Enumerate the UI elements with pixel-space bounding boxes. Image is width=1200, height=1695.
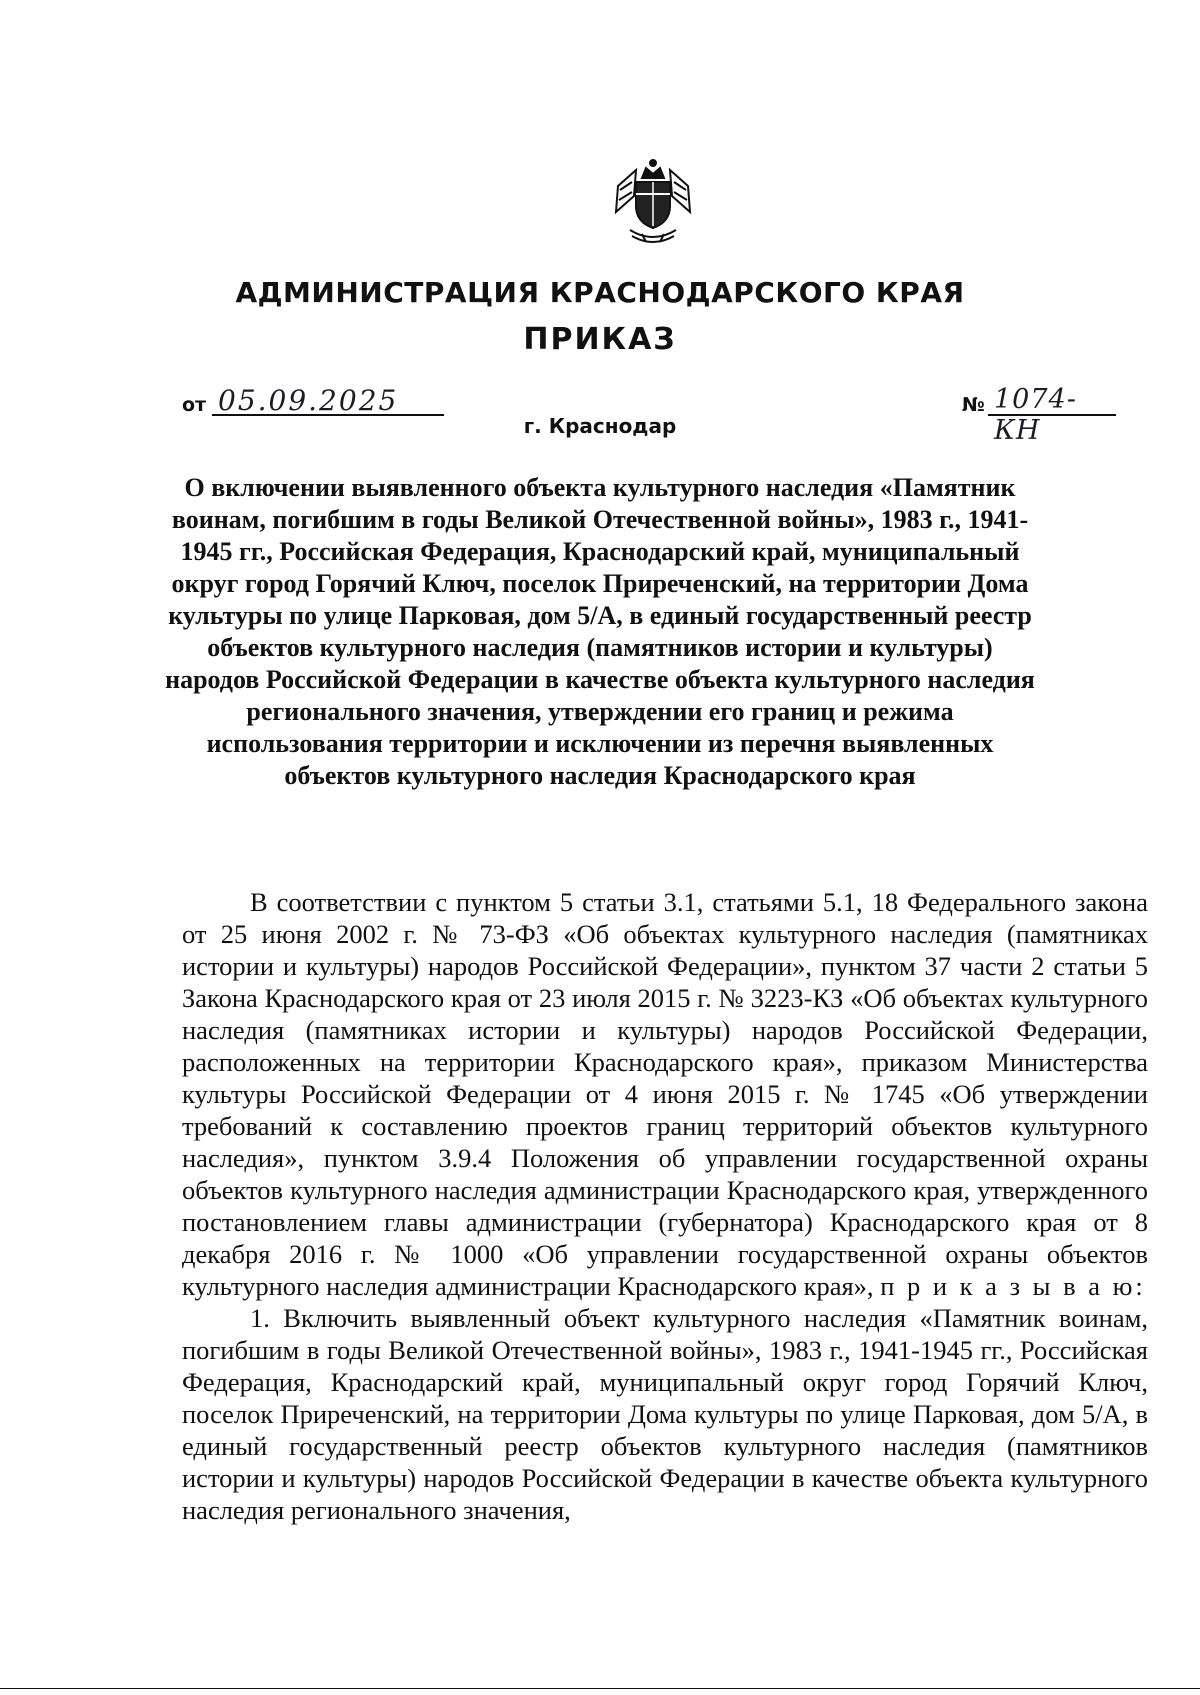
document-type: ПРИКАЗ [523,322,677,357]
date-prefix: от [182,394,207,416]
number-prefix: № [962,394,985,416]
date-value: 05.09.2025 [218,384,399,417]
coat-of-arms-emblem [606,156,700,248]
document-title: О включении выявленного объекта культурного наследия «Памятник воинам, погибшим в годы Великой Отечественной войны», 1983 г., 1941-1945 гг., Российская Федерация, Краснодарский край, муниципальный округ город Горячий Ключ, поселок Приреченский, на территории Дома культуры по улице Парковая, дом 5/А, в единый государственный реестр объектов культурного наследия (памятников истории и культуры) народов Российской Федерации в качестве объекта культурного наследия регионального значения, утверждении его границ и режима использования территории и исключении из перечня выявленных объектов культурного наследия Краснодарского края [165,473,1035,790]
document-body [182,886,1148,1526]
number-value: 1074-КН [994,384,1077,446]
organization-name: АДМИНИСТРАЦИЯ КРАСНОДАРСКОГО КРАЯ [235,276,965,309]
page-bottom-rule [0,1688,1200,1689]
preamble-paragraph [182,886,1148,1302]
item-1-paragraph: 1. Включить выявленный объект культурного наследия «Памятник воинам, погибшим в годы Великой Отечественной войны», 1983 г., 1941-1945 гг., Российская Федерация, Краснодарский край, муниципальный округ город Горячий Ключ, поселок Приреченский, на территории Дома культуры по улице Парковая, дом 5/А, в единый государственный реестр объектов культурного наследия (памятников истории и культуры) народов Российской Федерации в качестве объекта культурного наследия регионального значения, [182,1303,1148,1525]
order-word: п р и к а з ы в а ю: [880,1271,1146,1301]
preamble-text: В соответствии с пунктом 5 статьи 3.1, статьями 5.1, 18 Федерального закона от 25 июня 2002 г. № 73-ФЗ «Об объектах культурного наследия (памятниках истории и культуры) народов Российской Федерации», пунктом 37 части 2 статьи 5 Закона Краснодарского края от 23 июля 2015 г. № 3223-КЗ «Об объектах культурного наследия (памятниках истории и культуры) народов Российской Федерации, расположенных на территории Краснодарского края», приказом Министерства культуры Российской Федерации от 4 июня 2015 г. № 1745 «Об утверждении требований к составлению проектов границ территорий объектов культурного наследия», пунктом 3.9.4 Положения об управлении государственной охраны объектов культурного наследия администрации Краснодарского края, утвержденного постановлением главы администрации (губернатора) Краснодарского края от 8 декабря 2016 г. № 1000 «Об управлении государственной охраны объектов культурного наследия администрации Краснодарского края», [182,887,1148,1301]
city: г. Краснодар [523,414,677,438]
